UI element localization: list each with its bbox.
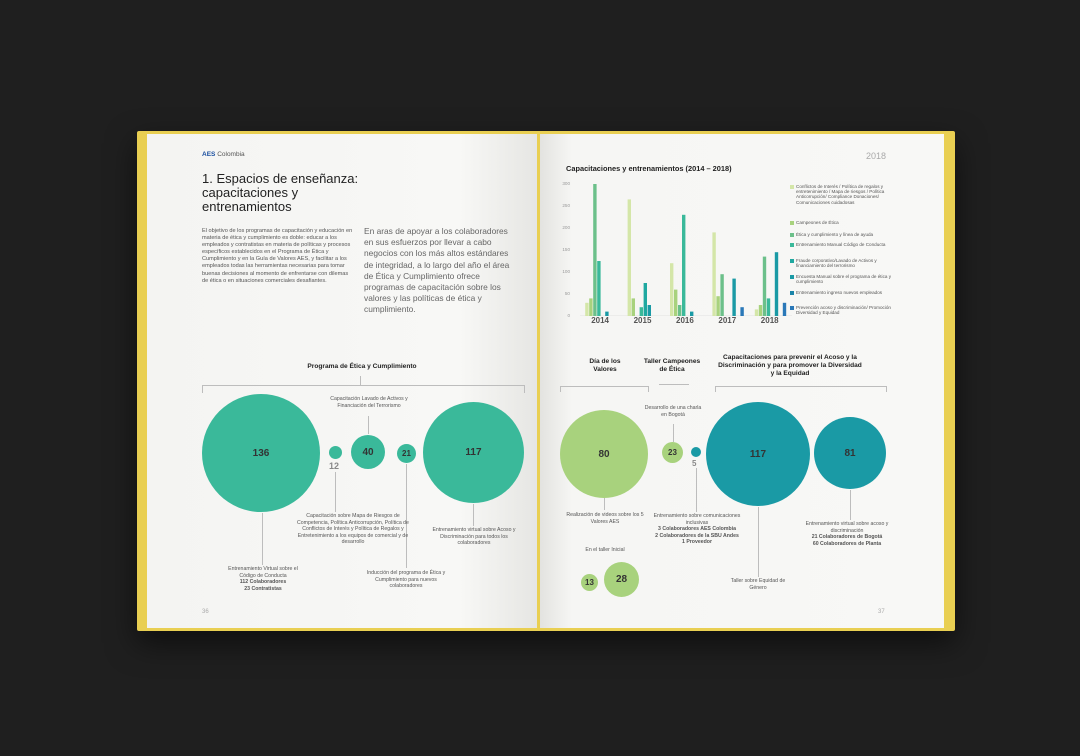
connector-line (758, 507, 759, 577)
y-tick-label: 250 (562, 203, 570, 208)
y-tick-label: 300 (562, 181, 570, 186)
legend-item (796, 242, 906, 247)
legend-label: Campeones de Ética (796, 220, 839, 225)
y-tick-label: 0 (567, 313, 570, 318)
bracket-line (360, 376, 361, 386)
circle-21: 21 (397, 444, 416, 463)
section-title-dia: Día de los Valores (589, 358, 621, 373)
connector-line (335, 472, 336, 512)
bracket-line (560, 386, 561, 392)
legend-label: Entrenamiento ingreso nuevos empleados (796, 290, 883, 295)
connector-line (673, 424, 674, 442)
note-40: Capacitación Lavado de Activos y Financiación del Terrorismo (330, 396, 408, 409)
circle-28: 28 (604, 562, 639, 597)
connector-line (850, 490, 851, 520)
note-21: Inducción del programa de Ética y Cumplimiento para nuevos colaboradores (366, 570, 446, 590)
legend-swatch (790, 306, 794, 310)
x-tick-label: 2018 (760, 316, 779, 325)
bracket-line (715, 386, 887, 387)
y-tick-label: 100 (562, 269, 570, 274)
legend-label: Fraude corporativo/Lavado de Activos y financiamiento del terrorismo (796, 258, 877, 269)
section-title-acoso: Capacitaciones para prevenir el Acoso y la Discriminación y para promover la Diversidad y la Equidad (718, 354, 862, 377)
connector-line (473, 504, 474, 526)
legend-item (796, 290, 906, 295)
chart-title: Capacitaciones y entrenamientos (2014 – 2018) (566, 164, 732, 173)
x-tick-label: 2015 (633, 316, 652, 325)
circle-40: 40 (351, 435, 385, 469)
legend-label: Entrenamiento Manual Código de Conducta (796, 242, 886, 247)
note-23: Desarrollo de una charla en Bogotá (644, 405, 702, 418)
value-5: 5 (692, 459, 697, 468)
note-117: Taller sobre Equidad de Género (730, 578, 786, 591)
note-80: Realización de videos sobre los 5 Valores AES (566, 512, 644, 525)
page-number: 37 (878, 609, 885, 615)
legend-label: Ética y cumplimiento y línea de ayuda (796, 232, 874, 237)
note-taller: En el taller Inicial (585, 547, 625, 553)
circle-13: 13 (581, 574, 598, 591)
legend-label: Encuesta Manual sobre el programa de ética y cumplimiento (796, 274, 891, 285)
bracket-line (524, 385, 525, 393)
legend-label: Prevención acoso y discriminación/ Promoción Diversidad y Equidad (796, 305, 891, 316)
legend-swatch (790, 243, 794, 247)
note-136-line1: Entrenamiento Virtual sobre el Código de Conducta (228, 566, 298, 579)
note-5-line1: Entrenamiento sobre comunicaciones inclusivas (653, 513, 741, 526)
section-title-programa: Programa de Ética y Cumplimiento (307, 363, 417, 370)
chart-legend (540, 134, 944, 334)
note-81-line3: 60 Colaboradores de Planta (812, 540, 882, 547)
pull-quote: En aras de apoyar a los colaboradores en sus esfuerzos por llevar a cabo negocios con los más altos estándares de integridad, a lo largo del año el área de Ética y Cumplimiento ofrece programas de capacitación sobre los valores y las políticas de ética y cumplimiento. (364, 226, 510, 315)
bracket-line (560, 386, 648, 387)
note-81-line2: 21 Colaboradores de Bogotá (811, 534, 883, 541)
bracket-line (648, 386, 649, 392)
circle-136: 136 (202, 394, 320, 512)
note-136-line3: 23 Contratistas (244, 585, 282, 592)
intro-paragraph: El objetivo de los programas de capacitación y educación en materia de ética y cumplimiento es doble: educar a los empleados y contratistas en materia de políticas y procesos específicos establecidos en el Programa de Ética y Cumplimiento y en la Guía de Valores AES, y facilitar a los empleados todas las herramientas necesarias para tomar buenas decisiones al momento de enfrentarse con dilemas de ética o en situaciones comerciales desafiantes. (202, 228, 353, 284)
note-136 (225, 566, 301, 592)
legend-swatch (790, 291, 794, 295)
circle-23: 23 (662, 442, 683, 463)
left-page (147, 134, 537, 628)
legend-item (796, 258, 906, 268)
y-tick-label: 200 (562, 225, 570, 230)
circle-117: 117 (706, 402, 810, 506)
legend-swatch (790, 233, 794, 237)
connector-line (696, 468, 697, 512)
section-title-taller: Taller Campeones de Ética (643, 358, 701, 373)
note-5 (650, 513, 744, 546)
legend-swatch (790, 259, 794, 263)
page-header (202, 151, 245, 158)
circle-117: 117 (423, 402, 524, 503)
bracket-line (886, 386, 887, 392)
bracket-line (202, 385, 203, 393)
legend-item (796, 220, 906, 225)
legend-item (796, 305, 906, 315)
circle-80: 80 (560, 410, 648, 498)
legend-item (796, 274, 906, 284)
page-number: 36 (202, 609, 209, 615)
note-12: Capacitación sobre Mapa de Riesgos de Competencia, Política Anticorrupción, Política de Conflictos de Interés y Política de Regalos y Entretenimiento a los equipos de comercial y de desarrollo (297, 513, 409, 546)
bracket-line (202, 385, 525, 386)
header-brand: AES (202, 151, 216, 158)
connector-line (604, 498, 605, 510)
y-tick-label: 150 (562, 247, 570, 252)
circle-12 (329, 446, 342, 459)
x-tick-label: 2017 (718, 316, 737, 325)
header-rest: Colombia (217, 151, 245, 158)
legend-swatch (790, 185, 794, 189)
connector-line (262, 513, 263, 565)
x-tick-label: 2016 (676, 316, 694, 325)
legend-item (796, 184, 906, 205)
legend-swatch (790, 221, 794, 225)
note-117: Entrenamiento virtual sobre Acoso y Discriminación para todos los colaboradores (432, 527, 516, 547)
bracket-line (659, 384, 689, 385)
connector-line (368, 416, 369, 434)
note-5-line2: 3 Colaboradores AES Colombia (658, 526, 736, 533)
circle-81: 81 (814, 417, 886, 489)
note-81 (802, 521, 892, 547)
legend-item (796, 232, 906, 237)
bracket-line (715, 386, 716, 392)
x-tick-label: 2014 (591, 316, 609, 325)
y-tick-label: 50 (564, 291, 570, 296)
legend-label: Conflictos de Interés / Política de regalos y entretenimiento / Mapa de riesgos / Política Anticorrupción/ Compliance Donaciones/ Comunicaciones cuidadosas (796, 184, 885, 205)
note-136-line2: 112 Colaboradores (239, 579, 287, 586)
right-page (540, 134, 944, 628)
year-label: 2018 (866, 151, 887, 161)
legend-swatch (790, 275, 794, 279)
note-5-line4: 1 Proveedor (682, 539, 712, 546)
page-title: 1. Espacios de enseñanza: capacitaciones y entrenamientos (202, 171, 359, 214)
circle-5 (691, 447, 701, 457)
note-5-line3: 2 Colaboradores de la SBU Andes (655, 532, 739, 539)
value-12: 12 (329, 461, 340, 471)
note-81-line1: Entrenamiento virtual sobre acoso y discriminación (805, 521, 889, 534)
